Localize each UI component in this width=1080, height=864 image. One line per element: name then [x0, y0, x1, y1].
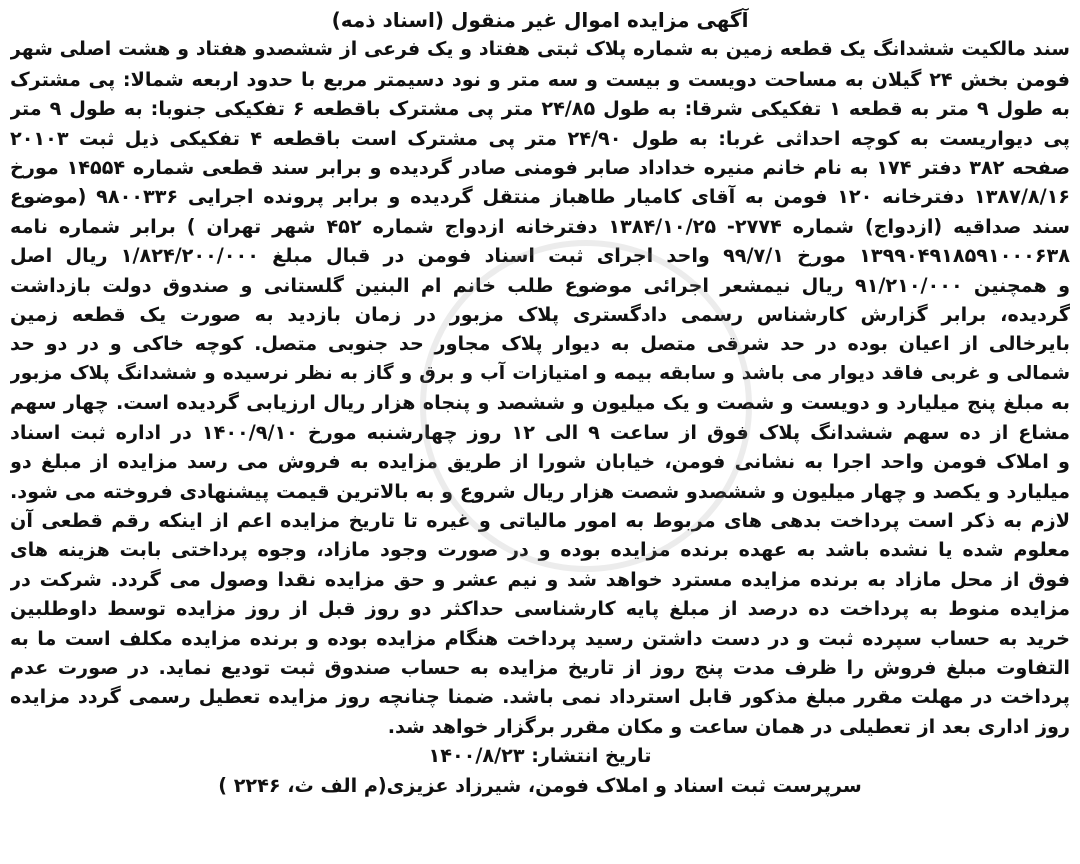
body-line: میلیارد و یکصد و چهار میلیون و ششصدو شصت هزار ریال شروع و به بالاترین قیمت پیشنهادی فروخته می شود. [10, 479, 1070, 503]
notice-title: آگهی مزایده اموال غیر منقول (اسناد ذمه) [331, 8, 749, 32]
body-line: سند صداقیه (ازدواج) شماره ۲۷۷۴- ۱۳۸۴/۱۰/۲۵ دفترخانه ازدواج شماره ۴۵۲ شهر تهران ) برابر شماره نامه [10, 214, 1070, 238]
body-line: به مبلغ پنج میلیارد و دویست و شصت و یک میلیون و ششصد و پنجاه هزار ریال ارزیابی گردیده است. چهار سهم [10, 391, 1070, 415]
body-line: پرداخت در مهلت مقرر مبلغ مذکور قابل استرداد نمی باشد. ضمنا چنانچه روز مزایده تعطیل رسمی گردد مزایده [10, 685, 1070, 709]
body-line: التفاوت مبلغ فروش را ظرف مدت پنج روز از تاریخ مزایده به حساب صندوق ثبت تودیع نماید. در صورت عدم [10, 655, 1070, 679]
body-line: و املاک فومن واحد اجرا به نشانی فومن، خیابان شورا از طریق مزایده به فروش می رسد مزایده از مبلغ دو [10, 450, 1070, 474]
signature-line: سرپرست ثبت اسناد و املاک فومن، شیرزاد عزیزی(م الف ث، ۲۲۴۶ ) [218, 773, 862, 797]
notice-body [10, 35, 1070, 741]
body-line: پی دیواریست به کوچه احداثی غربا: به طول ۲۴/۹۰ متر پی مشترک است باقطعه ۴ تفکیکی ذیل ثبت ۲۰۱۰۳ [10, 126, 1070, 150]
body-line: لازم به ذکر است پرداخت بدهی های مربوط به امور مالیاتی و غیره تا تاریخ مزایده اعم از اینکه رقم قطعی آن [10, 508, 1070, 532]
body-line: فوق از محل مازاد به برنده مزایده مسترد خواهد شد و نیم عشر و حق مزایده نقدا وصول می گردد. شرکت در [10, 567, 1070, 591]
body-line: مزایده منوط به پرداخت ده درصد از مبلغ پایه کارشناسی حداکثر دو روز قبل از روز مزایده توسط داوطلبین [10, 597, 1070, 621]
body-line: سند مالکیت ششدانگ یک قطعه زمین به شماره پلاک ثبتی هفتاد و یک فرعی از ششصدو هفتاد و هشت اصلی شهر [10, 38, 1070, 61]
body-line: مشاع از ده سهم ششدانگ پلاک فوق از ساعت ۹ الی ۱۲ روز چهارشنبه مورخ ۱۴۰۰/۹/۱۰ در اداره ثبت اسناد [10, 420, 1070, 444]
body-line: بایرخالی از اعیان بوده در حد شرقی متصل به دیوار پلاک مجاور حد جنوبی متصل. کوچه خاکی و در دو حد [10, 332, 1070, 356]
body-line: صفحه ۳۸۲ دفتر ۱۷۴ به نام خانم منیره خداداد صابر فومنی صادر گردیده و برابر سند قطعی شماره ۱۴۵۵۴ مورخ [10, 156, 1070, 180]
body-line: و همچنین ۹۱/۲۱۰/۰۰۰ ریال نیمشعر اجرائی موضوع طلب خانم ام البنین گلستانی و صندوق دولت بازداشت [10, 273, 1070, 297]
body-line: فومن بخش ۲۴ گیلان به مساحت دویست و بیست و سه متر و نود دسیمتر مربع با حدود اربعه شمالا: پی مشترک [10, 67, 1070, 91]
body-line: معلوم شده یا نشده باشد به عهده برنده مزایده بوده و در صورت وجود مازاد، وجوه پرداختی بابت هزینه های [10, 538, 1070, 562]
body-line: به طول ۹ متر به قطعه ۱ تفکیکی شرقا: به طول ۲۴/۸۵ متر پی مشترک باقطعه ۶ تفکیکی جنوبا: به طول ۹ متر [10, 97, 1070, 121]
body-line: ۱۳۸۷/۸/۱۶ دفترخانه ۱۲۰ فومن به آقای کامیار طاهباز منتقل گردیده و برابر پرونده اجرایی ۹۸۰۰۳۳۶ (موضوع [10, 185, 1070, 209]
publish-date: تاریخ انتشار: ۱۴۰۰/۸/۲۳ [428, 744, 652, 768]
body-line: شمالی و غربی فاقد دیوار می باشد و سابقه بیمه و امتیازات آب و برق و گاز به نظر نرسیده و ششدانگ پلاک مزبور [10, 362, 1070, 384]
body-line: ۱۳۹۹۰۴۹۱۸۵۹۱۰۰۰۶۳۸ مورخ ۹۹/۷/۱ واحد اجرای ثبت اسناد فومن در قبال مبلغ ۱/۸۲۴/۲۰۰/۰۰۰ ریال اصل [10, 244, 1070, 268]
body-line: گردیده، برابر گزارش کارشناس رسمی دادگستری پلاک مزبور در زمان بازدید به صورت یک قطعه زمین [10, 303, 1070, 327]
body-line: خرید به حساب سپرده ثبت و در دست داشتن رسید پرداخت هنگام مزایده بوده و برنده مزایده مکلف است ما به [10, 626, 1070, 650]
body-line: روز اداری بعد از تعطیلی در همان ساعت و مکان مقرر برگزار خواهد شد. [387, 714, 1070, 738]
